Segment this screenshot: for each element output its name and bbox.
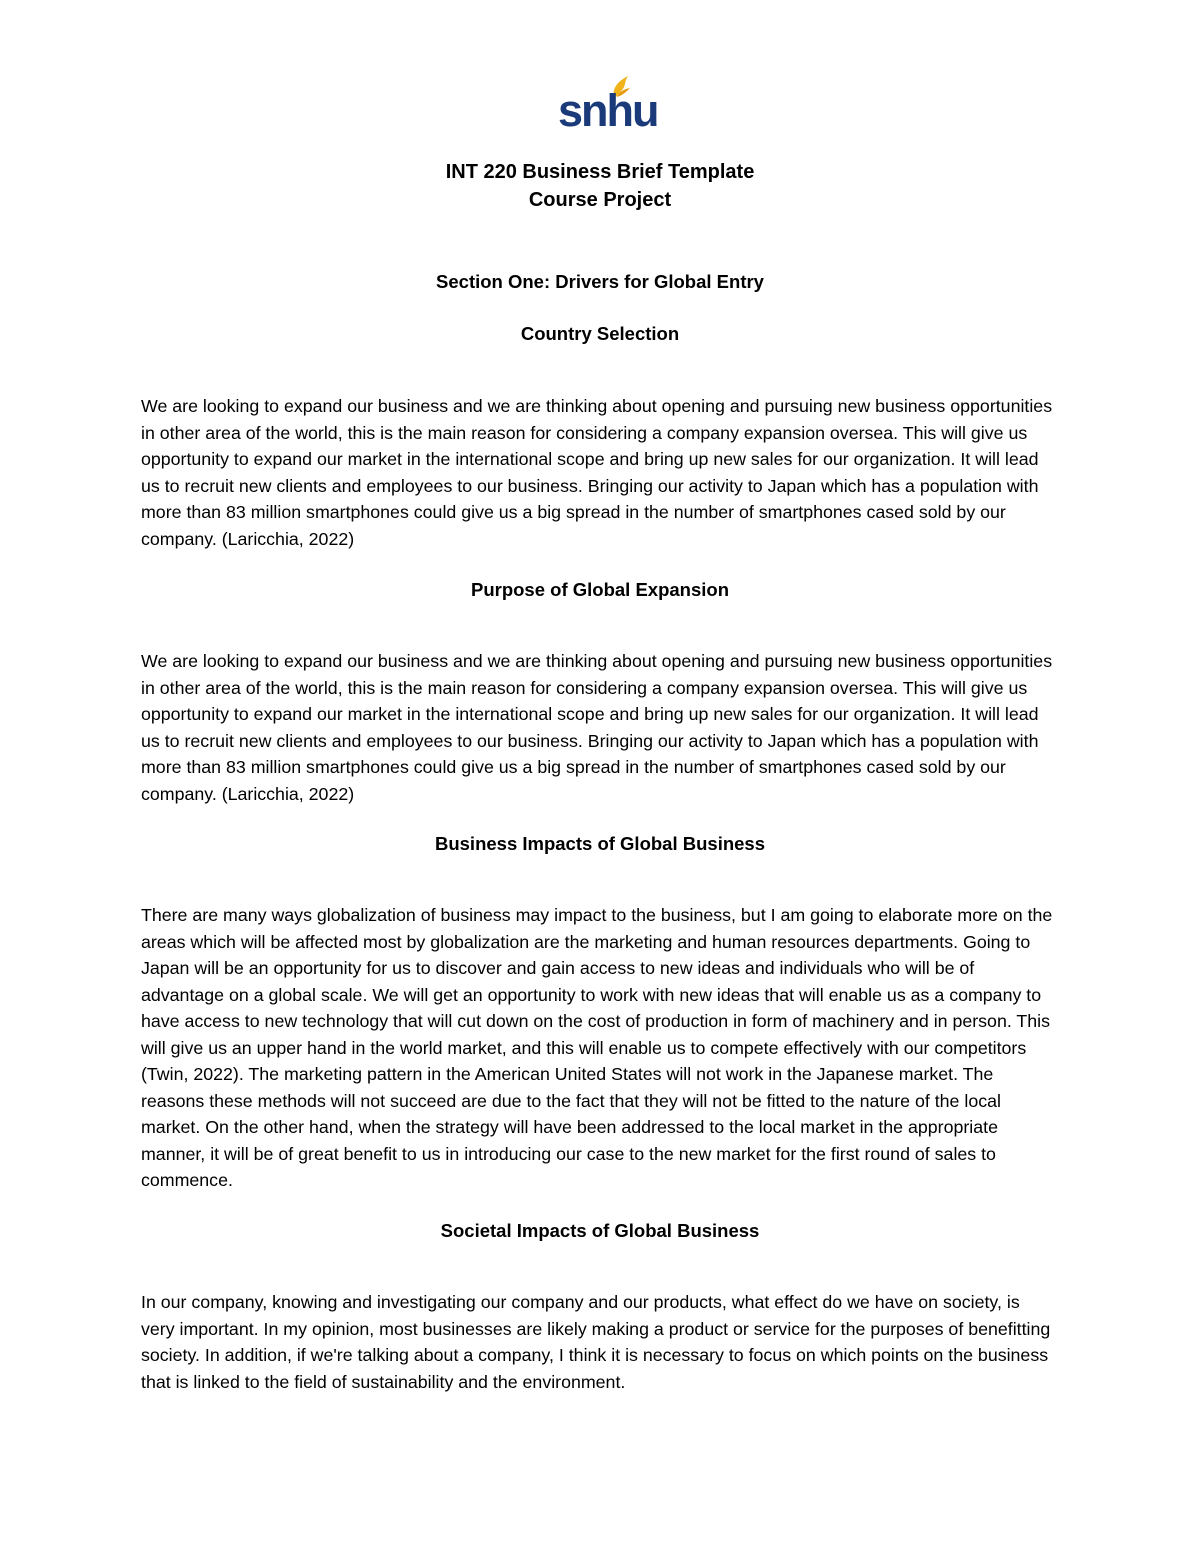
business-impacts-heading: Business Impacts of Global Business [434,833,765,854]
societal-impacts-paragraph: In our company, knowing and investigating our company and our products, what effect do we have on society, is very important. In my opinion, most businesses are likely making a product or service for the purposes of benefitting society. In addition, if we're talking about a company, I think it is necessary to focus on which points on the business that is linked to the field of sustainability and the environment. [141,1292,1051,1392]
country-selection-heading: Country Selection [520,323,680,344]
snhu-logo [552,74,658,136]
societal-impacts-heading: Societal Impacts of Global Business [440,1220,760,1241]
purpose-heading: Purpose of Global Expansion [470,579,729,600]
business-impacts-paragraph: There are many ways globalization of business may impact to the business, but I am going to elaborate more on the areas which will be affected most by globalization are the marketing and human resources departments. Going to Japan will be an opportunity for us to discover and gain access to new ideas and individuals who will be of advantage on a global scale. We will get an opportunity to work with new ideas that will enable us as a company to have access to new technology that will cut down on the cost of production in form of machinery and in person. This will give us an upper hand in the world market, and this will enable us to compete effectively with our competitors (Twin, 2022). The marketing pattern in the American United States will not work in the Japanese market. The reasons these methods will not succeed are due to the fact that they will not be fitted to the nature of the local market. On the other hand, when the strategy will have been addressed to the local market in the appropriate manner, it will be of great benefit to us in introducing our case to the new market for the first round of sales to commence. [141,905,1053,1190]
country-selection-paragraph: We are looking to expand our business and we are thinking about opening and pursuing new business opportunities in other area of the world, this is the main reason for considering a company expansion oversea. This will give us opportunity to expand our market in the international scope and bring up new sales for our organization. It will lead us to recruit new clients and employees to our business. Bringing our activity to Japan which has a population with more than 83 million smartphones could give us a big spread in the number of smartphones cased sold by our company. (Laricchia, 2022) [141,396,1053,549]
section-heading: Section One: Drivers for Global Entry [436,271,764,292]
purpose-paragraph: We are looking to expand our business and we are thinking about opening and pursuing new business opportunities in other area of the world, this is the main reason for considering a company expansion oversea. This will give us opportunity to expand our market in the international scope and bring up new sales for our organization. It will lead us to recruit new clients and employees to our business. Bringing our activity to Japan which has a population with more than 83 million smartphones could give us a big spread in the number of smartphones cased sold by our company. (Laricchia, 2022) [141,651,1053,804]
document-title: INT 220 Business Brief Template [445,161,755,183]
logo-wordmark: snhu [558,85,658,136]
document-subtitle: Course Project [528,189,672,211]
